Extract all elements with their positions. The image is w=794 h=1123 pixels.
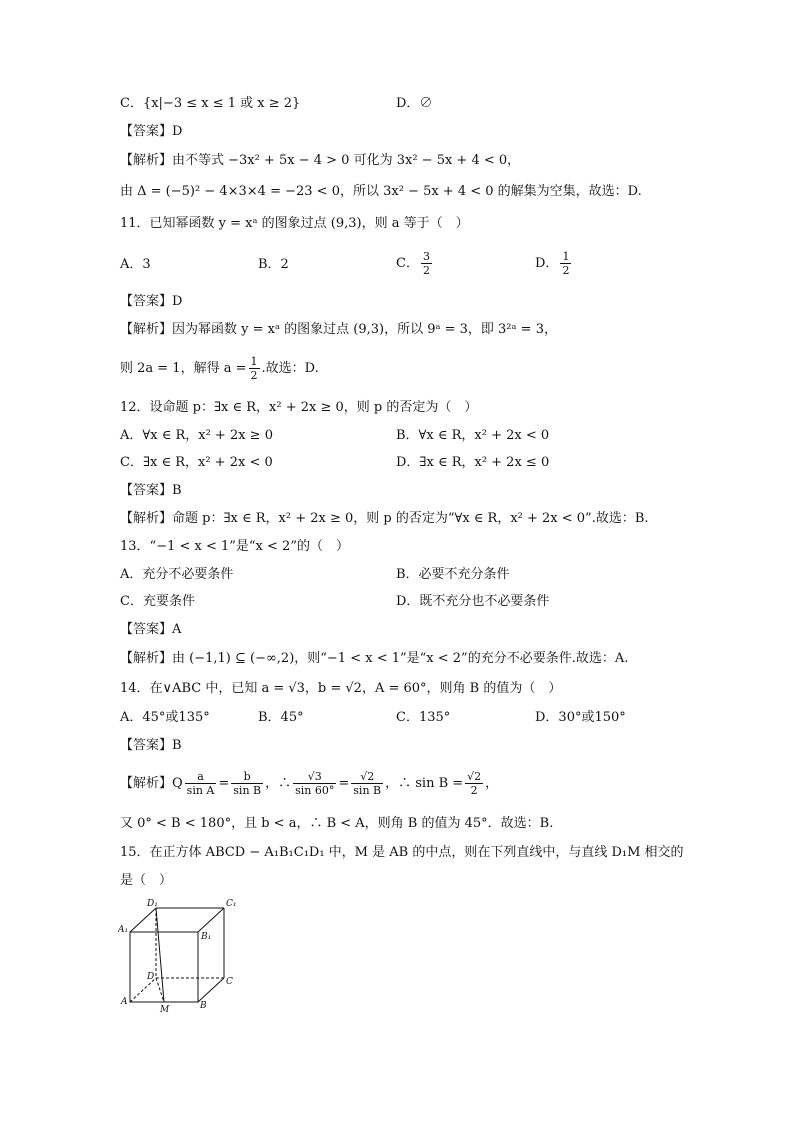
q13-option-a: A．充分不必要条件	[120, 567, 234, 582]
q11-stem: 11．已知幂函数 y = xᵃ 的图象过点 (9,3)，则 a 等于（ ）	[120, 216, 469, 231]
q12-stem: 12．设命题 p：∃x ∈ R，x² + 2x ≥ 0，则 p 的否定为（ ）	[120, 400, 478, 415]
cube-diagram	[118, 896, 248, 1016]
q11-explanation-fraction: $\frac{1}{2}$	[250, 355, 258, 382]
q14-fraction-root2-over-sinB: $\frac{√2}{\text{sin B}}$	[353, 770, 382, 797]
q13-option-d: D．既不充分也不必要条件	[396, 594, 550, 609]
q12-option-d: D．∃x ∈ R，x² + 2x ≤ 0	[396, 455, 550, 470]
q14-answer: 【答案】B	[120, 738, 182, 753]
cube-figure	[118, 896, 248, 1020]
q10-explanation-line2: 由 Δ = (−5)² − 4×3×4 = −23 < 0，所以 3x² − 5x + 4 < 0 的解集为空集，故选：D.	[120, 184, 642, 199]
q13-explanation: 【解析】由 (−1,1) ⊆ (−∞,2)，则“−1 < x < 1”是“x < 2”的充分不必要条件.故选：A.	[120, 651, 629, 666]
label-d: D	[147, 972, 155, 982]
q14-fraction-b-over-sinB: $\frac{b}{\text{sin B}}$	[233, 770, 262, 797]
q11-option-d-fraction: $\frac{1}{2}$	[562, 250, 570, 277]
label-d1: D₁	[147, 899, 158, 909]
label-m: M	[160, 1005, 170, 1015]
q14-explanation-line2: 又 0° < B < 180°，且 b < a，∴ B < A，则角 B 的值为 45°．故选：B.	[120, 816, 554, 831]
q11-option-b: B．2	[258, 257, 289, 272]
q11-explanation-line1: 【解析】因为幂函数 y = xᵃ 的图象过点 (9,3)，所以 9ᵃ = 3，即 3²ᵃ = 3，	[120, 322, 557, 337]
label-a: A	[121, 997, 128, 1007]
q11-answer: 【答案】D	[120, 294, 183, 309]
q15-stem-line2: 是（ ）	[120, 873, 173, 888]
label-c1: C₁	[226, 899, 237, 909]
label-c: C	[226, 977, 233, 987]
q13-answer: 【答案】A	[120, 622, 182, 637]
q13-option-c: C．充要条件	[120, 594, 195, 609]
q14-explanation-line1: 【解析】Q $\frac{a}{\text{sin A}}$ = $\frac{b}{\text{sin B}}$ ，∴ $\frac{√3}{\sin 60^\circ}$ = $\frac{√2}{\text{sin B}}$ ，∴ sin B = $\frac{√2}{2}$ ，	[120, 770, 499, 797]
q14-option-c: C．135°	[396, 710, 451, 725]
q10-explanation-line1: 【解析】由不等式 −3x² + 5x − 4 > 0 可化为 3x² − 5x + 4 < 0，	[120, 153, 521, 168]
q14-option-a: A．45°或135°	[120, 710, 210, 725]
q14-fraction-root2-over-2: $\frac{√2}{2}$	[467, 770, 482, 797]
q13-stem: 13．“−1 < x < 1”是“x < 2”的（ ）	[120, 539, 349, 554]
q10-answer: 【答案】D	[120, 124, 183, 139]
q12-answer: 【答案】B	[120, 483, 182, 498]
label-b1: B₁	[201, 932, 212, 942]
q12-explanation: 【解析】命题 p：∃x ∈ R，x² + 2x ≥ 0，则 p 的否定为“∀x ∈ R，x² + 2x < 0”.故选：B.	[120, 511, 649, 526]
q15-stem-line1: 15．在正方体 ABCD − A₁B₁C₁D₁ 中，M 是 AB 的中点，则在下列直线中，与直线 D₁M 相交的	[120, 845, 684, 860]
label-a1: A₁	[118, 925, 129, 935]
q14-stem: 14．在∨ABC 中，已知 a = √3，b = √2，A = 60°，则角 B 的值为（ ）	[120, 681, 562, 696]
q13-option-b: B．必要不充分条件	[396, 567, 510, 582]
q12-option-a: A．∀x ∈ R，x² + 2x ≥ 0	[120, 428, 273, 443]
q11-option-c: C． $\frac{3}{2}$	[396, 250, 430, 277]
q10-option-d: D．∅	[396, 96, 433, 111]
q12-option-b: B．∀x ∈ R，x² + 2x < 0	[396, 428, 550, 443]
q14-fraction-a-over-sinA: $\frac{a}{\text{sin A}}$	[186, 770, 215, 797]
q11-explanation-line2: 则 2a = 1，解得 a = $\frac{1}{2}$ .故选：D.	[120, 355, 319, 382]
q14-option-d: D．30°或150°	[535, 710, 626, 725]
q12-option-c: C．∃x ∈ R，x² + 2x < 0	[120, 455, 273, 470]
q11-option-a: A．3	[120, 257, 151, 272]
q14-fraction-root3-over-sin60: $\frac{√3}{\sin 60^\circ}$	[295, 770, 335, 797]
label-b: B	[200, 1001, 207, 1011]
q14-option-b: B．45°	[258, 710, 304, 725]
q11-option-d: D． $\frac{1}{2}$	[535, 250, 570, 277]
q10-option-c: C．{x|−3 ≤ x ≤ 1 或 x ≥ 2}	[120, 96, 301, 111]
q11-option-c-fraction: $\frac{3}{2}$	[422, 250, 430, 277]
